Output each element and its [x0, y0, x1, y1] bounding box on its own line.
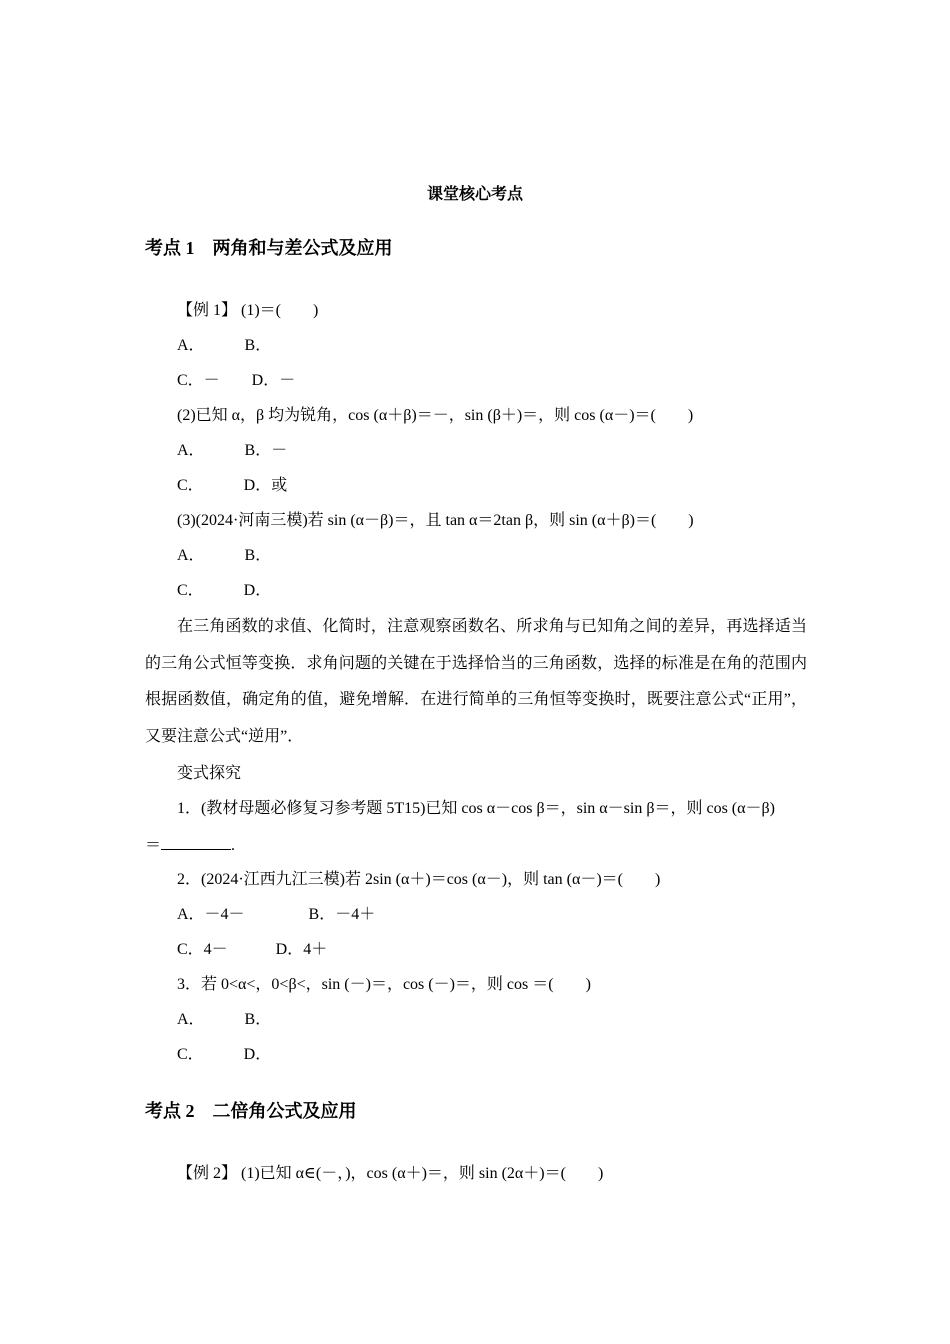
example-1-question-2: (2)已知 α，β 均为锐角，cos (α＋β)＝－，sin (β＋)＝，则 cos (α－)＝( )	[177, 407, 694, 424]
example-2-label: 【例 2】	[177, 1165, 238, 1182]
variant-exploration-label: 变式探究	[177, 765, 242, 782]
variant-1-equals: ＝	[145, 837, 162, 854]
section-2-heading: 考点 2 二倍角公式及应用	[145, 1101, 357, 1121]
variant-2-options-cd: C．4－ D．4＋	[177, 941, 328, 958]
example-2-question-1	[177, 1164, 603, 1184]
variant-1-period: .	[231, 837, 236, 854]
variant-3-question: 3．若 0<α<，0<β<，sin (－)＝，cos (－)＝，则 cos ＝( )	[177, 976, 591, 993]
section-1-heading: 考点 1 两角和与差公式及应用	[145, 238, 393, 258]
variant-2-options-ab: A．－4－ B．－4＋	[177, 906, 376, 923]
variant-2-question: 2．(2024·江西九江三模)若 2sin (α＋)＝cos (α－)，则 tan (α－)＝( )	[177, 871, 661, 888]
example-1-q3-options-cd: C． D．	[177, 582, 272, 599]
example-1-question-1	[177, 301, 318, 321]
variant-1-question: 1．(教材母题必修复习参考题 5T15)已知 cos α－cos β＝，sin α－sin β＝，则 cos (α－β)	[177, 800, 775, 817]
variant-3-options-cd: C． D．	[177, 1046, 272, 1063]
example-1-label: 【例 1】	[177, 302, 238, 319]
page-title: 课堂核心考点	[426, 186, 523, 203]
example-1-q1-text: (1)＝( )	[241, 302, 319, 319]
answer-blank[interactable]	[161, 835, 231, 850]
example-1-q2-options-ab: A． B．－	[177, 442, 288, 459]
example-1-q1-options-ab: A． B．	[177, 337, 272, 354]
method-summary-paragraph: 在三角函数的求值、化简时，注意观察函数名、所求角与已知角之间的差异，再选择适当的三角公式恒等变换．求角问题的关键在于选择恰当的三角函数，选择的标准是在角的范围内根据函数值，确定角的值，避免增解．在进行简单的三角恒等变换时，既要注意公式“正用”，又要注意公式“逆用”．	[145, 618, 807, 745]
variant-1-answer-line	[145, 835, 235, 856]
example-1-q3-options-ab: A． B．	[177, 547, 272, 564]
example-1-question-3: (3)(2024·河南三模)若 sin (α－β)＝，且 tan α＝2tan β，则 sin (α＋β)＝( )	[177, 512, 694, 529]
example-1-q1-options-cd: C．－ D．－	[177, 372, 296, 389]
example-2-q1-text: (1)已知 α∈(－，)，cos (α＋)＝，则 sin (2α＋)＝( )	[241, 1165, 604, 1182]
example-1-q2-options-cd: C． D．或	[177, 477, 288, 494]
variant-3-options-ab: A． B．	[177, 1011, 272, 1028]
